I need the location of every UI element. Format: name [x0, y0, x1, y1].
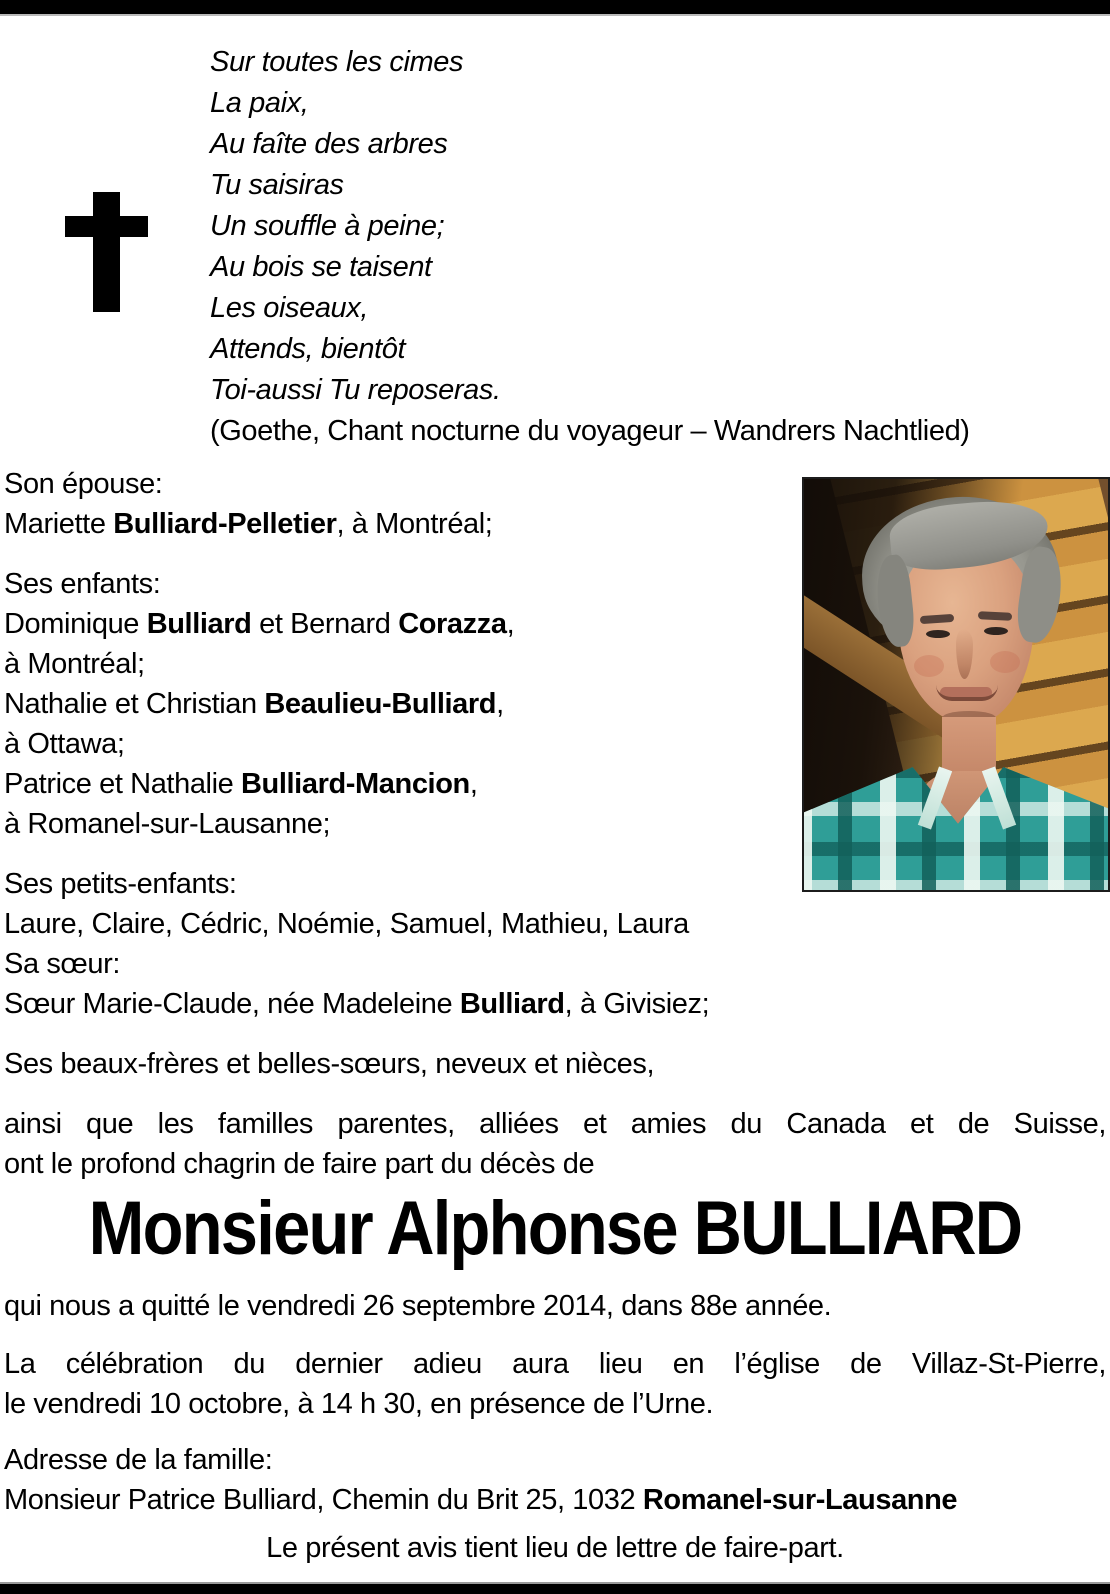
poem-line: Attends, bientôt — [210, 333, 406, 365]
poem-line: Tu saisiras — [210, 169, 344, 201]
sister-line — [4, 984, 1106, 1024]
paragraph-spouse — [4, 464, 1106, 544]
poem-line: Au bois se taisent — [210, 251, 432, 283]
family-name-bold: Bulliard — [459, 988, 565, 1020]
families-line: ont le profond chagrin de faire part du décès de — [4, 1148, 595, 1180]
poem-line: Toi-aussi Tu reposeras. — [210, 374, 501, 406]
poem-line: Un souffle à peine; — [210, 210, 445, 242]
ceremony-line: La célébration du dernier adieu aura lieu en l’église de Villaz-St-Pierre, — [4, 1348, 1106, 1380]
text-segment: Dominique — [4, 608, 147, 640]
text-segment: Mariette — [4, 508, 114, 540]
child-line — [4, 764, 1106, 804]
family-name-bold: Beaulieu-Bulliard — [264, 688, 497, 720]
poem-attribution: (Goethe, Chant nocturne du voyageur – Wandrers Nachtlied) — [210, 415, 970, 447]
family-name-bold: Bulliard — [146, 608, 252, 640]
text-segment: Sœur Marie-Claude, née Madeleine — [4, 988, 460, 1020]
sister-label: Sa sœur: — [4, 948, 121, 980]
poem-line: Au faîte des arbres — [210, 128, 448, 160]
spouse-label: Son épouse: — [4, 468, 163, 500]
address-line — [4, 1480, 1106, 1520]
children-label: Ses enfants: — [4, 568, 161, 600]
text-segment: Monsieur Patrice Bulliard, Chemin du Brit 25, 1032 — [4, 1484, 643, 1516]
paragraph-footer-notice — [4, 1528, 1106, 1568]
text-segment: et Bernard — [251, 608, 399, 640]
text-segment: , à Givisiez; — [564, 988, 710, 1020]
text-segment: , à Montréal; — [336, 508, 493, 540]
text-segment: Patrice et Nathalie — [4, 768, 242, 800]
obituary-body — [4, 464, 1106, 1568]
grandchildren-label: Ses petits-enfants: — [4, 868, 237, 900]
inlaws-line: Ses beaux-frères et belles-sœurs, neveux et nièces, — [4, 1048, 655, 1080]
grandchildren-names: Laure, Claire, Cédric, Noémie, Samuel, Mathieu, Laura — [4, 908, 689, 940]
child-place: à Romanel-sur-Lausanne; — [4, 808, 331, 840]
footer-notice: Le présent avis tient lieu de lettre de faire-part. — [266, 1532, 844, 1564]
text-segment: Nathalie et Christian — [4, 688, 265, 720]
families-line: ainsi que les familles parentes, alliées et amies du Canada et de Suisse, — [4, 1108, 1106, 1140]
text-segment: , — [506, 608, 515, 640]
text-segment: , — [469, 768, 478, 800]
paragraph-grandchildren-sister — [4, 864, 1106, 1024]
family-name-bold: Corazza — [398, 608, 507, 640]
cross-icon — [65, 192, 148, 312]
cross-horizontal-beam — [65, 216, 148, 237]
memorial-poem — [210, 42, 1110, 452]
child-place: à Ottawa; — [4, 728, 125, 760]
text-segment: , — [496, 688, 504, 720]
ceremony-line: le vendredi 10 octobre, à 14 h 30, en présence de l’Urne. — [4, 1388, 714, 1420]
child-line — [4, 684, 1106, 724]
poem-line: Les oiseaux, — [210, 292, 369, 324]
death-date-line: qui nous a quitté le vendredi 26 septembre 2014, dans 88e année. — [4, 1290, 832, 1322]
child-line — [4, 604, 1106, 644]
paragraph-families — [4, 1104, 1106, 1184]
poem-line: Sur toutes les cimes — [210, 46, 464, 78]
paragraph-children — [4, 564, 1106, 844]
top-divider-bar — [0, 0, 1110, 16]
cross-vertical-beam — [93, 192, 120, 312]
family-name-bold: Bulliard-Mancion — [241, 768, 470, 800]
poem-line: La paix, — [210, 87, 309, 119]
paragraph-ceremony — [4, 1344, 1106, 1424]
child-place: à Montréal; — [4, 648, 145, 680]
spouse-line — [4, 504, 1106, 544]
address-place-bold: Romanel-sur-Lausanne — [642, 1484, 958, 1516]
paragraph-address — [4, 1440, 1106, 1520]
paragraph-death-date — [4, 1286, 1106, 1326]
bottom-divider-bar — [0, 1582, 1110, 1594]
paragraph-inlaws — [4, 1044, 1106, 1084]
address-label: Adresse de la famille: — [4, 1444, 273, 1476]
deceased-name-title: Monsieur Alphonse BULLIARD — [88, 1186, 1022, 1271]
family-name-bold: Bulliard-Pelletier — [113, 508, 337, 540]
